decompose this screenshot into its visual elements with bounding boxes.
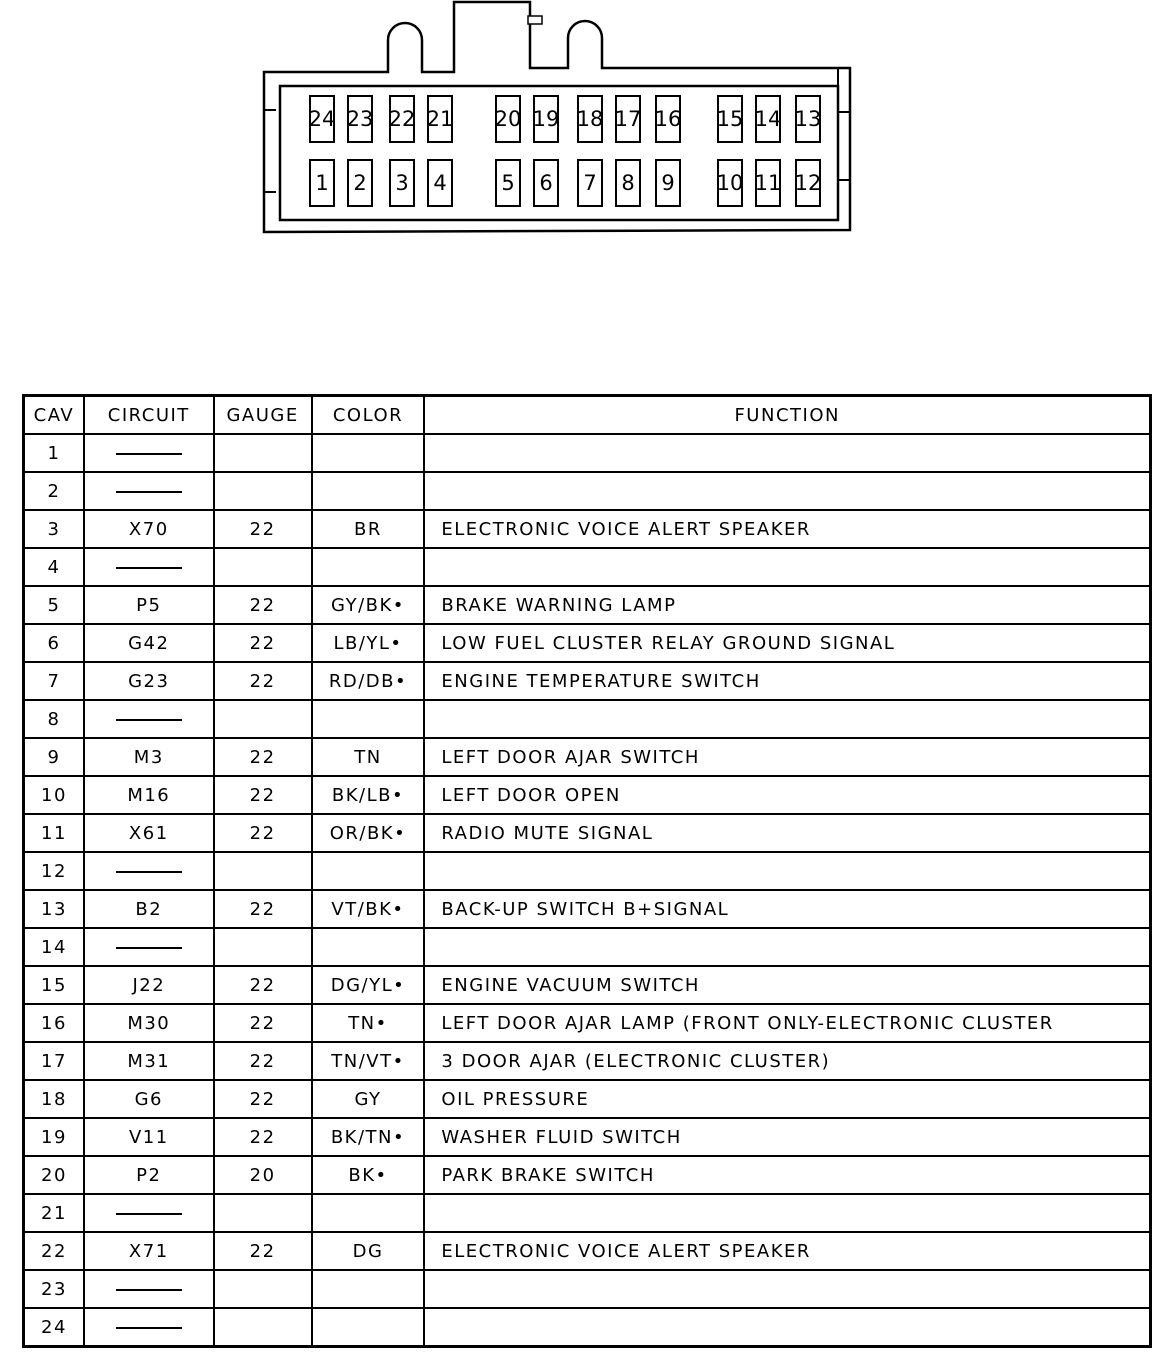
table-row — [24, 928, 1151, 966]
cell-function — [424, 700, 1150, 738]
cell-color — [312, 1194, 425, 1232]
cell-circuit — [84, 1194, 214, 1232]
cell-gauge: 22 — [214, 1118, 312, 1156]
header-circuit: CIRCUIT — [84, 396, 214, 435]
cell-gauge — [214, 852, 312, 890]
cell-circuit — [84, 852, 214, 890]
cell-cav: 15 — [24, 966, 84, 1004]
table-row — [24, 434, 1151, 472]
cell-circuit — [84, 472, 214, 510]
cell-cav: 6 — [24, 624, 84, 662]
pin-number: 2 — [353, 171, 367, 195]
cell-circuit — [84, 548, 214, 586]
unused-circuit-dash — [116, 567, 182, 569]
pin-number: 22 — [388, 107, 416, 131]
pin-number: 8 — [621, 171, 635, 195]
cell-circuit: G42 — [84, 624, 214, 662]
cell-circuit: M30 — [84, 1004, 214, 1042]
pin-number: 11 — [754, 171, 782, 195]
unused-circuit-dash — [116, 1213, 182, 1215]
cell-cav: 13 — [24, 890, 84, 928]
cell-circuit — [84, 1308, 214, 1347]
cell-function — [424, 548, 1150, 586]
cell-color: LB/YL• — [312, 624, 425, 662]
cell-gauge: 22 — [214, 662, 312, 700]
cell-function — [424, 1308, 1150, 1347]
table-row — [24, 852, 1151, 890]
cell-cav: 9 — [24, 738, 84, 776]
table-row — [24, 890, 1151, 928]
cell-cav: 23 — [24, 1270, 84, 1308]
connector-right-latch — [838, 68, 850, 180]
cell-function: BRAKE WARNING LAMP — [424, 586, 1150, 624]
table-row — [24, 548, 1151, 586]
cell-cav: 19 — [24, 1118, 84, 1156]
connector-diagram — [250, 0, 870, 250]
cell-cav: 8 — [24, 700, 84, 738]
cell-color — [312, 928, 425, 966]
cell-function — [424, 928, 1150, 966]
cell-function: PARK BRAKE SWITCH — [424, 1156, 1150, 1194]
pin-number: 18 — [576, 107, 604, 131]
table-row — [24, 814, 1151, 852]
cell-circuit: M3 — [84, 738, 214, 776]
cell-circuit: X71 — [84, 1232, 214, 1270]
table-row — [24, 1080, 1151, 1118]
cell-function — [424, 472, 1150, 510]
cell-circuit — [84, 928, 214, 966]
connector-left-latch — [264, 110, 276, 192]
cell-cav: 20 — [24, 1156, 84, 1194]
cell-gauge — [214, 434, 312, 472]
cell-cav: 24 — [24, 1308, 84, 1347]
unused-circuit-dash — [116, 1289, 182, 1291]
cell-cav: 14 — [24, 928, 84, 966]
cell-gauge — [214, 1308, 312, 1347]
unused-circuit-dash — [116, 1327, 182, 1329]
cell-circuit: P5 — [84, 586, 214, 624]
pin-number: 20 — [494, 107, 522, 131]
cell-cav: 18 — [24, 1080, 84, 1118]
table-row — [24, 510, 1151, 548]
cell-gauge — [214, 548, 312, 586]
header-cav: CAV — [24, 396, 84, 435]
cell-color — [312, 472, 425, 510]
connector-top-tab-mark — [528, 16, 542, 24]
cell-gauge: 22 — [214, 586, 312, 624]
cell-circuit: M16 — [84, 776, 214, 814]
pin-number: 6 — [539, 171, 553, 195]
table-row — [24, 738, 1151, 776]
cell-color: BR — [312, 510, 425, 548]
pin-number: 4 — [433, 171, 447, 195]
table-row — [24, 1118, 1151, 1156]
cell-color — [312, 852, 425, 890]
cell-color: BK/LB• — [312, 776, 425, 814]
table-row — [24, 624, 1151, 662]
unused-circuit-dash — [116, 491, 182, 493]
pin-number: 14 — [754, 107, 782, 131]
cell-cav: 7 — [24, 662, 84, 700]
cell-color — [312, 548, 425, 586]
table-row — [24, 662, 1151, 700]
cell-gauge: 22 — [214, 890, 312, 928]
cell-gauge: 22 — [214, 814, 312, 852]
header-gauge: GAUGE — [214, 396, 312, 435]
cell-circuit: M31 — [84, 1042, 214, 1080]
cell-function: LEFT DOOR OPEN — [424, 776, 1150, 814]
pin-number: 13 — [794, 107, 822, 131]
cell-gauge: 20 — [214, 1156, 312, 1194]
cell-gauge: 22 — [214, 1080, 312, 1118]
cell-color: TN• — [312, 1004, 425, 1042]
cell-function: LEFT DOOR AJAR SWITCH — [424, 738, 1150, 776]
table-row — [24, 966, 1151, 1004]
table-row — [24, 586, 1151, 624]
table-row — [24, 1308, 1151, 1347]
pin-number: 9 — [661, 171, 675, 195]
table-row — [24, 1270, 1151, 1308]
cell-color: BK/TN• — [312, 1118, 425, 1156]
bottom-pin-row — [310, 160, 821, 206]
unused-circuit-dash — [116, 871, 182, 873]
cell-gauge: 22 — [214, 1004, 312, 1042]
cell-color: GY/BK• — [312, 586, 425, 624]
cell-gauge: 22 — [214, 1232, 312, 1270]
unused-circuit-dash — [116, 947, 182, 949]
cell-gauge: 22 — [214, 624, 312, 662]
cell-color — [312, 1308, 425, 1347]
cell-cav: 12 — [24, 852, 84, 890]
pin-number: 3 — [395, 171, 409, 195]
table-row — [24, 1194, 1151, 1232]
cell-cav: 4 — [24, 548, 84, 586]
cell-cav: 17 — [24, 1042, 84, 1080]
cell-cav: 22 — [24, 1232, 84, 1270]
cell-cav: 11 — [24, 814, 84, 852]
cell-color — [312, 1270, 425, 1308]
cell-gauge — [214, 472, 312, 510]
cell-gauge: 22 — [214, 510, 312, 548]
cell-gauge: 22 — [214, 966, 312, 1004]
cell-color: DG — [312, 1232, 425, 1270]
cell-function: RADIO MUTE SIGNAL — [424, 814, 1150, 852]
cell-cav: 21 — [24, 1194, 84, 1232]
cell-color: DG/YL• — [312, 966, 425, 1004]
cell-cav: 16 — [24, 1004, 84, 1042]
cell-cav: 3 — [24, 510, 84, 548]
cell-gauge — [214, 1270, 312, 1308]
cell-function: OIL PRESSURE — [424, 1080, 1150, 1118]
cell-gauge: 22 — [214, 738, 312, 776]
cell-color: OR/BK• — [312, 814, 425, 852]
cell-circuit — [84, 700, 214, 738]
cell-cav: 1 — [24, 434, 84, 472]
pin-number: 10 — [716, 171, 744, 195]
cell-circuit: X70 — [84, 510, 214, 548]
cell-color: TN — [312, 738, 425, 776]
cell-gauge — [214, 700, 312, 738]
cell-function — [424, 852, 1150, 890]
cell-circuit: P2 — [84, 1156, 214, 1194]
cell-color — [312, 434, 425, 472]
unused-circuit-dash — [116, 719, 182, 721]
cell-gauge: 22 — [214, 1042, 312, 1080]
pin-number: 15 — [716, 107, 744, 131]
cell-function — [424, 1194, 1150, 1232]
cell-gauge — [214, 1194, 312, 1232]
cell-function: ENGINE VACUUM SWITCH — [424, 966, 1150, 1004]
cell-color: TN/VT• — [312, 1042, 425, 1080]
cell-color: GY — [312, 1080, 425, 1118]
cell-function: ELECTRONIC VOICE ALERT SPEAKER — [424, 1232, 1150, 1270]
cell-color — [312, 700, 425, 738]
header-color: COLOR — [312, 396, 425, 435]
cell-circuit: V11 — [84, 1118, 214, 1156]
cell-function: WASHER FLUID SWITCH — [424, 1118, 1150, 1156]
cell-circuit: G23 — [84, 662, 214, 700]
table-body — [24, 434, 1151, 1347]
cell-circuit — [84, 1270, 214, 1308]
cell-function — [424, 1270, 1150, 1308]
table-row — [24, 1004, 1151, 1042]
table-row — [24, 1042, 1151, 1080]
table-row — [24, 472, 1151, 510]
cell-gauge: 22 — [214, 776, 312, 814]
table-row — [24, 1232, 1151, 1270]
cell-function: BACK-UP SWITCH B+SIGNAL — [424, 890, 1150, 928]
pin-number: 12 — [794, 171, 822, 195]
pin-number: 16 — [654, 107, 682, 131]
cell-function: ELECTRONIC VOICE ALERT SPEAKER — [424, 510, 1150, 548]
cell-gauge — [214, 928, 312, 966]
pin-number: 7 — [583, 171, 597, 195]
cell-function — [424, 434, 1150, 472]
pin-number: 21 — [426, 107, 454, 131]
cell-function: ENGINE TEMPERATURE SWITCH — [424, 662, 1150, 700]
cell-function: 3 DOOR AJAR (ELECTRONIC CLUSTER) — [424, 1042, 1150, 1080]
cell-color: VT/BK• — [312, 890, 425, 928]
header-function: FUNCTION — [424, 396, 1150, 435]
cell-cav: 2 — [24, 472, 84, 510]
pin-number: 17 — [614, 107, 642, 131]
cell-circuit: B2 — [84, 890, 214, 928]
pin-number: 5 — [501, 171, 515, 195]
cavity-table — [22, 394, 1152, 1348]
cell-circuit — [84, 434, 214, 472]
table-row — [24, 1156, 1151, 1194]
table-row — [24, 700, 1151, 738]
cell-circuit: G6 — [84, 1080, 214, 1118]
table-header-row — [24, 396, 1151, 435]
pin-number: 23 — [346, 107, 374, 131]
unused-circuit-dash — [116, 453, 182, 455]
cell-cav: 5 — [24, 586, 84, 624]
cell-color: BK• — [312, 1156, 425, 1194]
cell-cav: 10 — [24, 776, 84, 814]
pin-number: 1 — [315, 171, 329, 195]
cell-circuit: X61 — [84, 814, 214, 852]
top-pin-row — [309, 96, 822, 142]
table-row — [24, 776, 1151, 814]
cell-color: RD/DB• — [312, 662, 425, 700]
cell-function: LOW FUEL CLUSTER RELAY GROUND SIGNAL — [424, 624, 1150, 662]
pin-number: 24 — [308, 107, 336, 131]
cell-circuit: J22 — [84, 966, 214, 1004]
cell-function: LEFT DOOR AJAR LAMP (FRONT ONLY-ELECTRONIC CLUSTER — [424, 1004, 1150, 1042]
pin-number: 19 — [532, 107, 560, 131]
